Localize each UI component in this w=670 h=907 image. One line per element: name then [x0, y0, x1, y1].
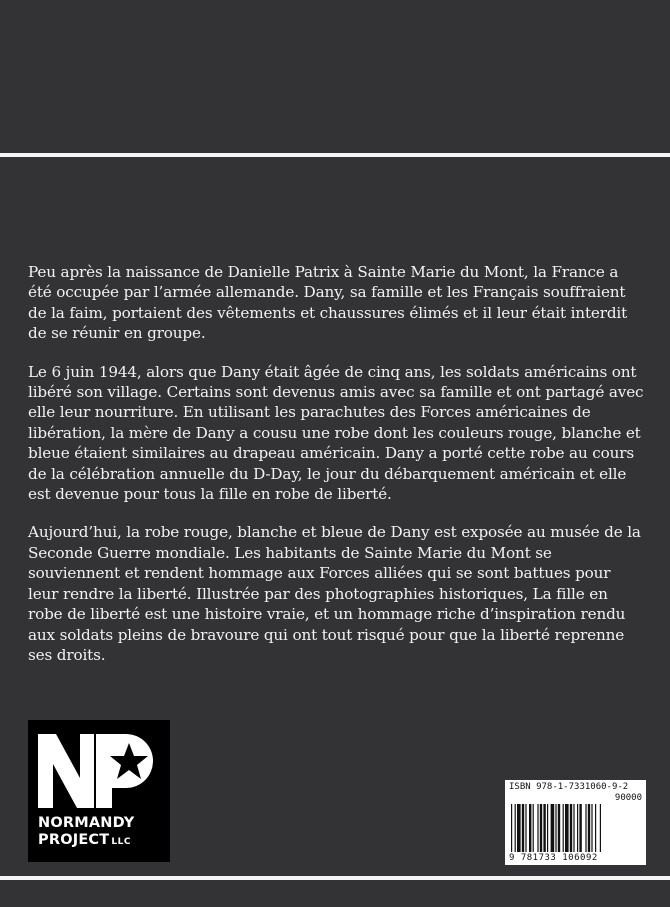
normandy-project-logo — [28, 720, 170, 862]
top-divider — [0, 153, 670, 157]
back-cover-blurb — [28, 262, 644, 683]
logo-line-normandy: NORMANDY — [38, 815, 135, 831]
logo-llc: LLC — [111, 837, 131, 847]
isbn-label: ISBN 978-1-7331060-9-2 — [509, 782, 629, 792]
logo-line-project: PROJECT — [38, 832, 110, 848]
bottom-divider — [0, 876, 670, 880]
price-code: 90000 — [614, 793, 642, 803]
logo-wordmark — [38, 815, 168, 851]
logo-line-project-wrap — [38, 832, 168, 851]
barcode-bars-icon — [511, 804, 641, 852]
blurb-paragraph-1: Peu après la naissance de Danielle Patrix à Sainte Marie du Mont, la France a été occupée par l’armée allemande. Dany, sa famille et les Français souffraient de la faim, portaient des vêtements et chaussures élimés et il leur était interdit de se réunir en groupe. — [28, 263, 628, 343]
blurb-paragraph-2: Le 6 juin 1944, alors que Dany était âgée de cinq ans, les soldats américains ont libéré son village. Certains sont devenus amis avec sa famille et ont partagé avec elle leur nourriture. En utilisant les parachutes des Forces américaines de libération, la mère de Dany a cousu une robe dont les couleurs rouge, blanche et bleue étaient similaires au drapeau américain. Dany a porté cette robe au cours de la célébration annuelle du D-Day, le jour du débarquement américain et elle est devenue pour tous la fille en robe de liberté. — [28, 362, 644, 504]
blurb-paragraph-3: Aujourd’hui, la robe rouge, blanche et bleue de Dany est exposée au musée de la Seconde Guerre mondiale. Les habitants de Sainte Marie du Mont se souviennent et rendent hommage aux Forces alliées qui se sont battues pour leur rendre la liberté. Illustrée par des photographies historiques, La fille en robe de liberté est une histoire vraie, et un hommage riche d’inspiration rendu aux soldats pleins de bravoure qui ont tout risqué pour que la liberté reprenne ses droits. — [28, 523, 641, 664]
isbn-barcode — [505, 780, 646, 865]
barcode-digits: 9 781733 106092 — [509, 853, 598, 863]
